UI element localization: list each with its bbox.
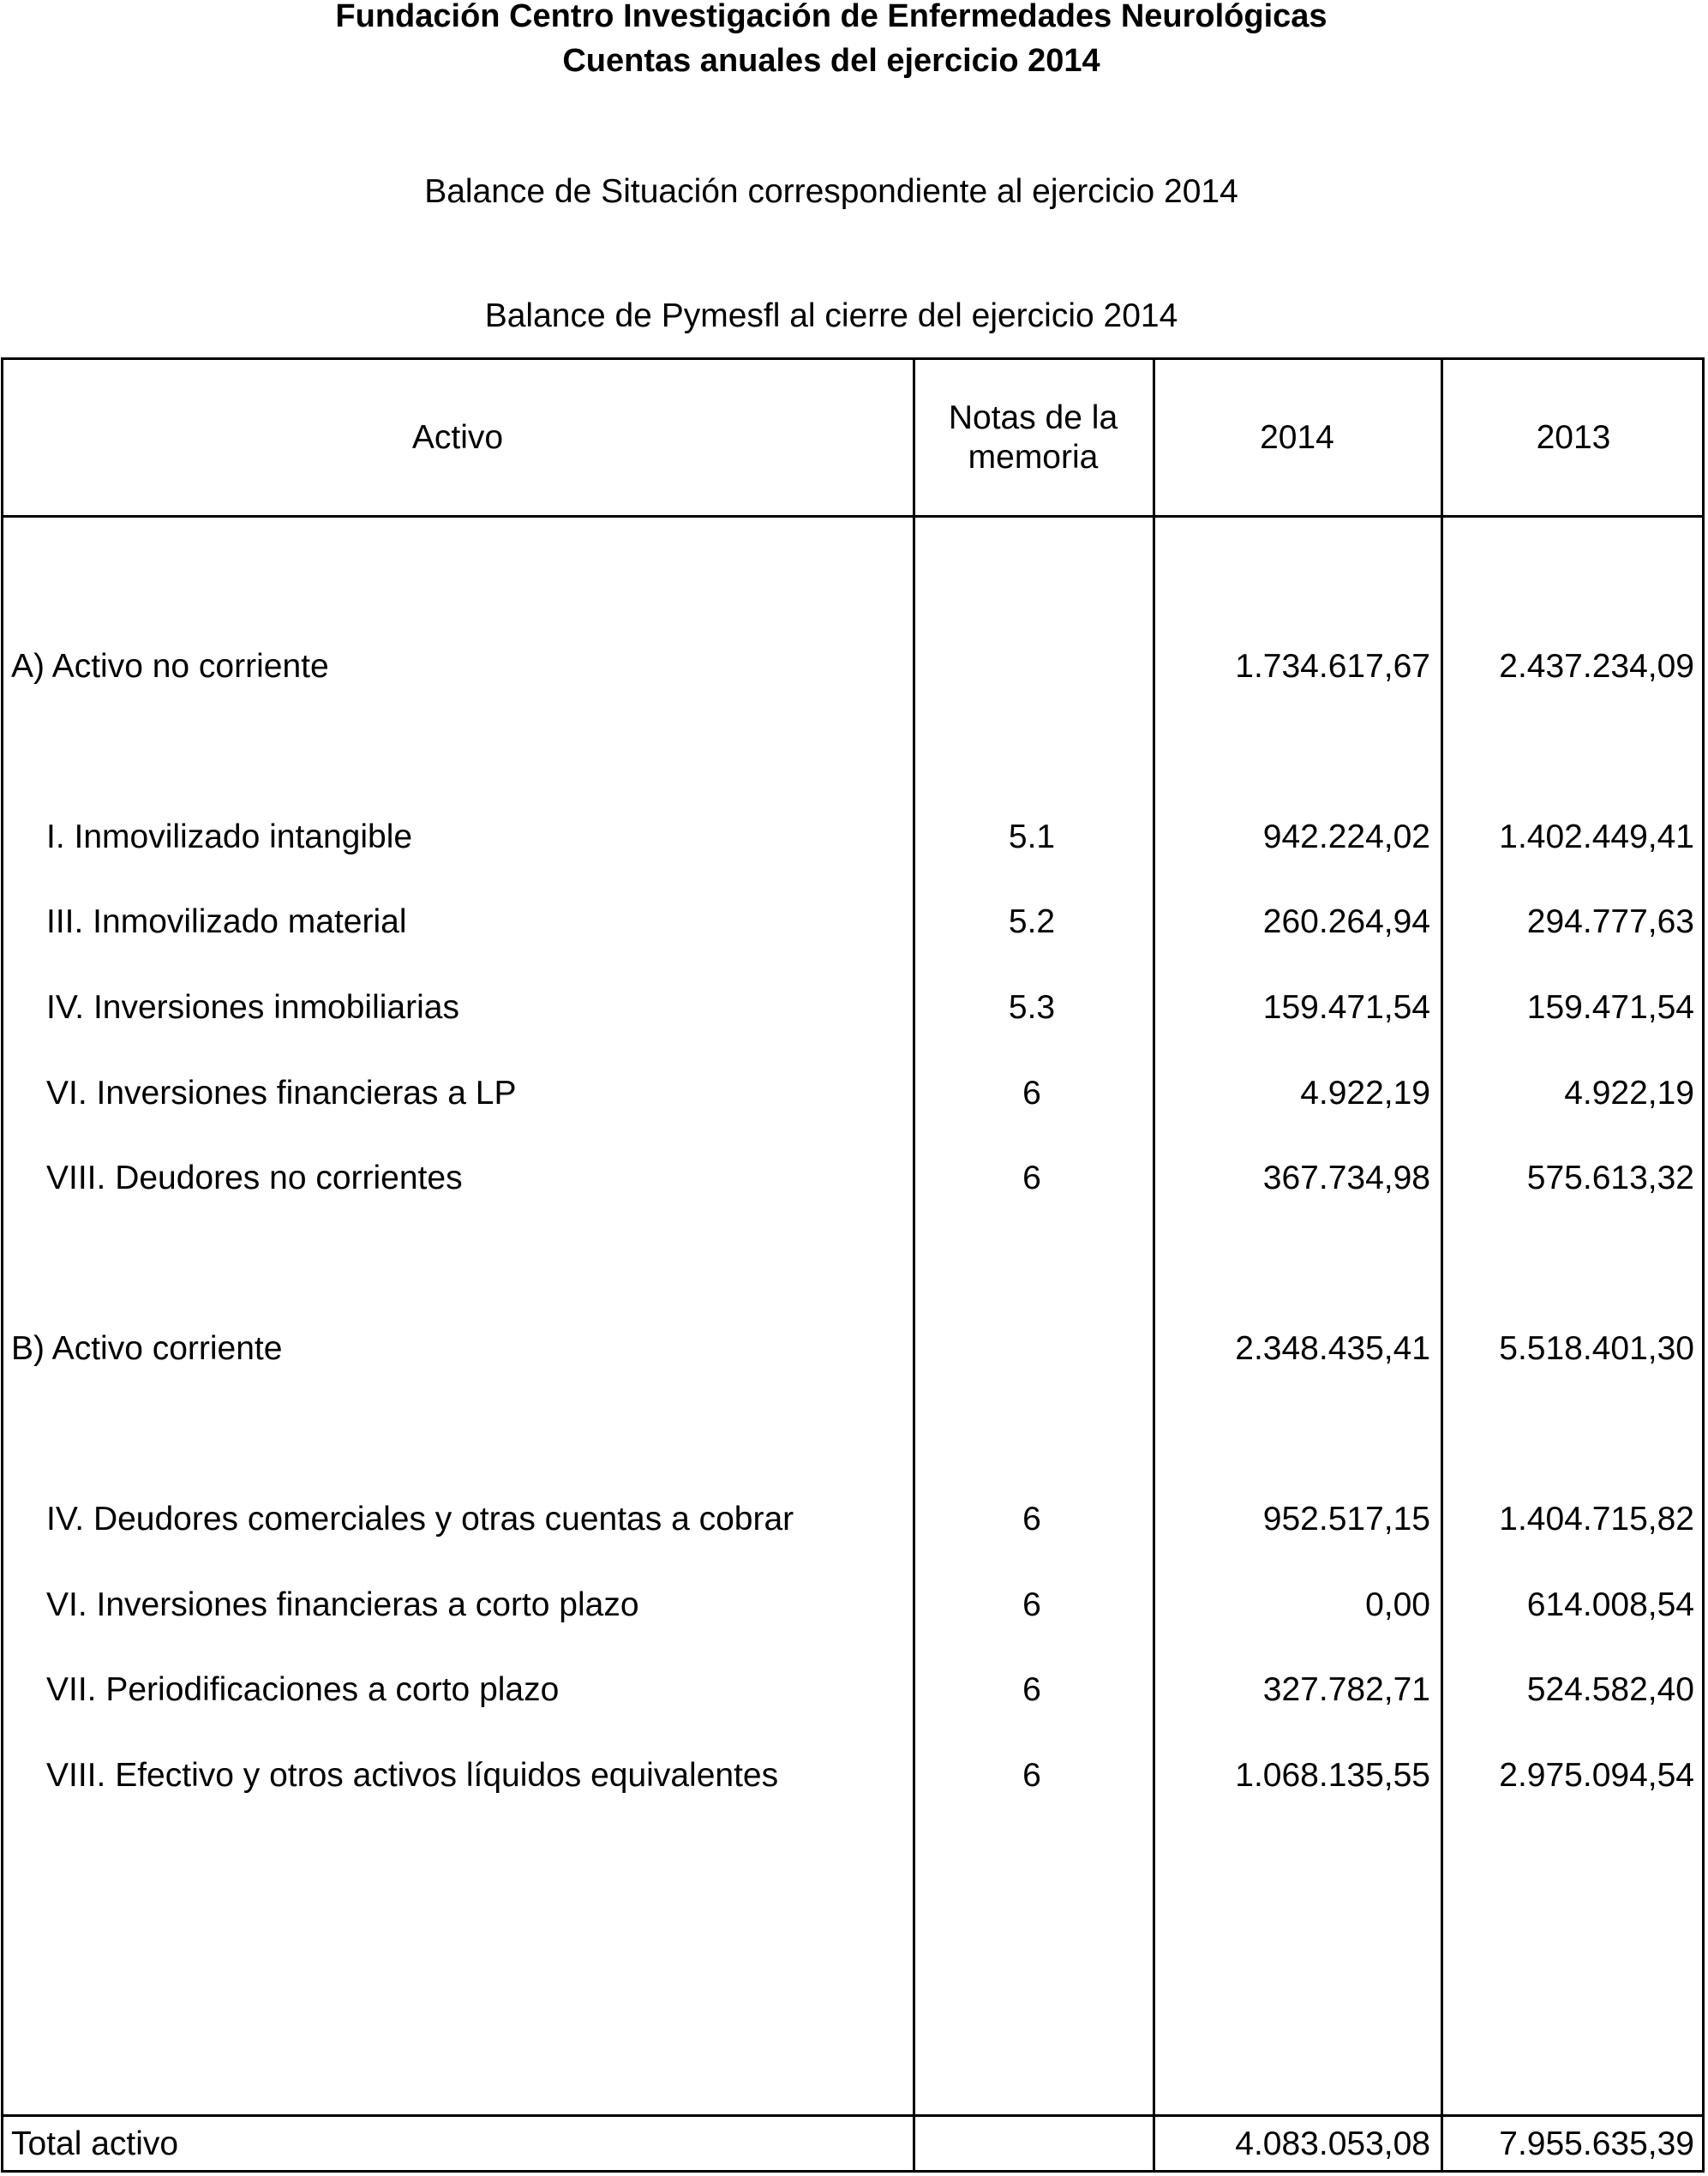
row-value-2013: 2.975.094,54 bbox=[1499, 1757, 1694, 1794]
column-header-notas-line1: Notas de la bbox=[948, 399, 1118, 436]
row-value-2013: 4.922,19 bbox=[1564, 1075, 1694, 1112]
row-value-2014: 1.734.617,67 bbox=[1235, 648, 1430, 685]
table-header-divider bbox=[3, 515, 1702, 518]
row-label: VI. Inversiones financieras a LP bbox=[46, 1075, 517, 1112]
balance-title: Balance de Situación correspondiente al ejercicio 2014 bbox=[424, 173, 1238, 210]
row-value-2013: 159.471,54 bbox=[1526, 989, 1694, 1026]
row-value-2014: 4.922,19 bbox=[1300, 1075, 1430, 1112]
row-value-2013: 575.613,32 bbox=[1526, 1160, 1694, 1196]
row-value-2013: 524.582,40 bbox=[1526, 1671, 1694, 1708]
row-note: 6 bbox=[1022, 1757, 1041, 1794]
row-label: VII. Periodificaciones a corto plazo bbox=[46, 1671, 560, 1708]
row-note: 5.2 bbox=[1008, 903, 1056, 940]
row-note: 6 bbox=[1022, 1586, 1041, 1623]
column-header-activo bbox=[3, 360, 912, 515]
row-value-2014: 260.264,94 bbox=[1262, 903, 1430, 940]
table-column-divider bbox=[913, 360, 915, 2170]
row-value-2014: 952.517,15 bbox=[1262, 1501, 1430, 1538]
row-value-2014: 942.224,02 bbox=[1262, 818, 1430, 855]
row-value-2013: 2.437.234,09 bbox=[1499, 648, 1694, 685]
column-header-2013-label: 2013 bbox=[1536, 418, 1611, 456]
row-label: A) Activo no corriente bbox=[11, 648, 329, 685]
table-total-divider bbox=[3, 2114, 1702, 2117]
row-note: 6 bbox=[1022, 1671, 1041, 1708]
column-header-2013 bbox=[1442, 360, 1705, 515]
row-value-2014: 0,00 bbox=[1365, 1586, 1430, 1623]
column-header-notas bbox=[914, 360, 1152, 515]
row-value-2014: 367.734,98 bbox=[1262, 1160, 1430, 1196]
row-note: 5.1 bbox=[1008, 818, 1056, 855]
row-value-2013: 614.008,54 bbox=[1526, 1586, 1694, 1623]
row-value-2013: 1.402.449,41 bbox=[1499, 818, 1694, 855]
row-value-2013: 5.518.401,30 bbox=[1499, 1330, 1694, 1367]
table-column-divider bbox=[1441, 360, 1443, 2170]
row-note: 6 bbox=[1022, 1501, 1041, 1538]
row-label: VI. Inversiones financieras a corto plazo bbox=[46, 1586, 639, 1623]
balance-table bbox=[1, 357, 1705, 2173]
column-header-2014 bbox=[1154, 360, 1440, 515]
column-header-notas-line2: memoria bbox=[968, 438, 1099, 476]
row-note: 5.3 bbox=[1008, 989, 1056, 1026]
row-label: VIII. Deudores no corrientes bbox=[46, 1160, 463, 1196]
pymesfl-title: Balance de Pymesfl al cierre del ejercicio 2014 bbox=[484, 297, 1178, 334]
row-note: 6 bbox=[1022, 1160, 1041, 1196]
row-value-2013: 1.404.715,82 bbox=[1499, 1501, 1694, 1538]
total-value-2013: 7.955.635,39 bbox=[1499, 2125, 1694, 2162]
row-value-2014: 159.471,54 bbox=[1262, 989, 1430, 1026]
total-label: Total activo bbox=[11, 2125, 179, 2162]
column-header-2014-label: 2014 bbox=[1260, 418, 1334, 456]
row-label: IV. Inversiones inmobiliarias bbox=[46, 989, 459, 1026]
row-label: B) Activo corriente bbox=[11, 1330, 283, 1367]
table-column-divider bbox=[1153, 360, 1155, 2170]
row-label: III. Inmovilizado material bbox=[46, 903, 407, 940]
row-value-2014: 327.782,71 bbox=[1262, 1671, 1430, 1708]
column-header-activo-label: Activo bbox=[411, 418, 504, 456]
row-value-2014: 1.068.135,55 bbox=[1235, 1757, 1430, 1794]
row-note: 6 bbox=[1022, 1075, 1041, 1112]
total-value-2014: 4.083.053,08 bbox=[1235, 2125, 1430, 2162]
row-value-2014: 2.348.435,41 bbox=[1235, 1330, 1430, 1367]
row-label: I. Inmovilizado intangible bbox=[46, 818, 413, 855]
row-value-2013: 294.777,63 bbox=[1526, 903, 1694, 940]
row-label: VIII. Efectivo y otros activos líquidos equivalentes bbox=[46, 1757, 779, 1794]
organization-title: Fundación Centro Investigación de Enfermedades Neurológicas bbox=[335, 0, 1327, 34]
row-label: IV. Deudores comerciales y otras cuentas a cobrar bbox=[46, 1501, 794, 1538]
accounts-title: Cuentas anuales del ejercicio 2014 bbox=[562, 43, 1100, 79]
